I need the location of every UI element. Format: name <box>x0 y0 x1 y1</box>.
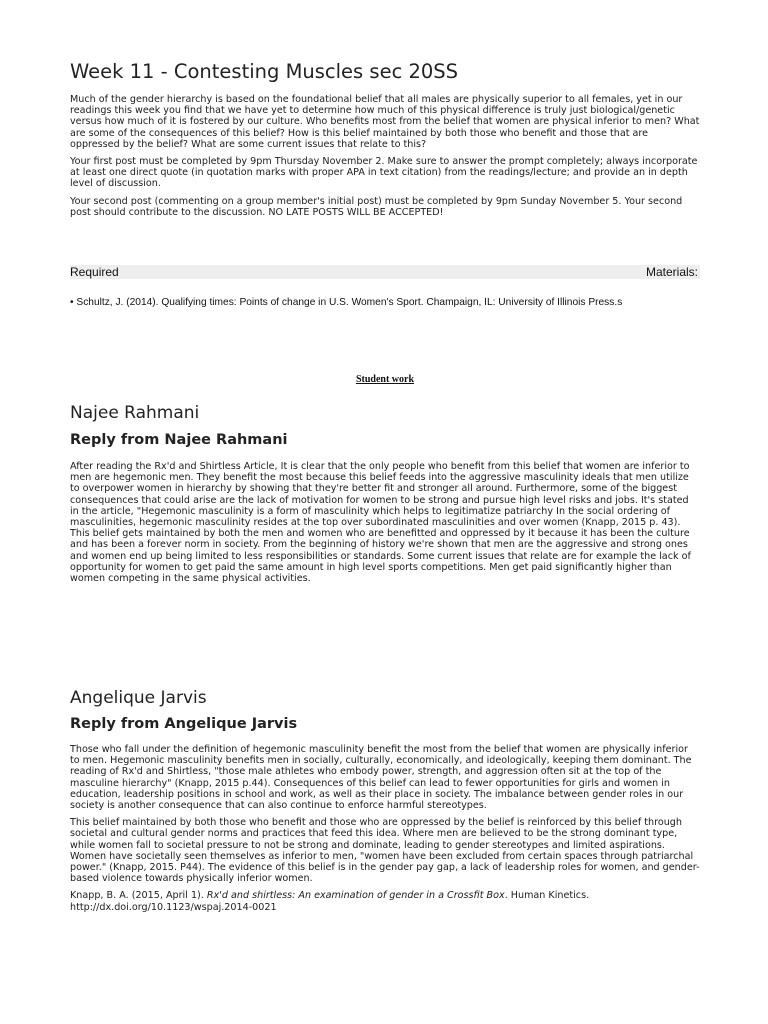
reference-authors: Knapp, B. A. (2015, April 1). <box>70 890 207 902</box>
post-paragraph: Those who fall under the definition of hegemonic masculinity benefit the most from the belief that women are physically inferior to men. Hegemonic masculinity benefits men in socially, culturally, economically, and ideologically, keeping them dominant. The reading of Rx'd and Shirtless, "those male athletes who embody power, strength, and aggression often sit at the top of the masculine hierarchy" (Knapp, 2015 p.44). Consequences of this belief can lead to fewer opportunities for girls and women in education, leadership positions in school and work, as well as their place in society. The imbalance between gender roles in our society is another consequence that can also continue to enforce harmful stereotypes. <box>70 744 692 812</box>
reference-doi-link[interactable]: http://dx.doi.org/10.1123/wspaj.2014-0021 <box>70 901 277 913</box>
post-body <box>70 461 700 590</box>
post-reply-heading: Reply from Angelique Jarvis <box>70 716 298 732</box>
required-label: Required <box>70 265 119 279</box>
post-paragraph: This belief maintained by both those who benefit and those who are oppressed by the belief is reinforced by this belief through societal and cultural gender norms and practices that feed this idea. Where men are believed to be the strong dominant type, while women fall to societal pressure to not be strong and dominate, leading to gender stereotypes and limited aspirations. Women have societally seen themselves as inferior to men, "women have been excluded from certain spaces through patriarchal power." (Knapp, 2015. P44). The evidence of this belief is in the gender pay gap, a lack of leadership roles for women, and gender-based violence towards physically inferior women. <box>70 817 700 885</box>
second-post-deadline: Your second post (commenting on a group member's initial post) must be completed by 9pm Sunday November 5. Your second post should contribute to the discussion. NO LATE POSTS WILL BE ACCEPTED! <box>70 195 683 218</box>
assignment-prompt <box>70 94 700 224</box>
post-author-name: Angelique Jarvis <box>70 688 207 708</box>
post-author-name: Najee Rahmani <box>70 403 200 423</box>
post-body <box>70 744 700 919</box>
materials-label: Materials: <box>645 265 698 279</box>
student-work-heading: Student work <box>355 374 415 385</box>
page-title: Week 11 - Contesting Muscles sec 20SS <box>70 60 459 83</box>
required-reading-citation: • Schultz, J. (2014). Qualifying times: Points of change in U.S. Women's Sport. Champaign, IL: University of Illinois Press.s <box>70 297 623 308</box>
post-reference <box>70 890 700 912</box>
post-paragraph: After reading the Rx'd and Shirtless Article, It is clear that the only people who benefit from this belief that women are inferior to men are hegemonic men. They benefit the most because this belief feeds into the aggressive masculinity ideals that men utilize to overpower women in hierarchy by showing that they're better fit and stronger all around. Furthermore, some of the biggest consequences that could arise are the lack of motivation for women to be strong and pursue high level risks and jobs. It's stated in the article, "Hegemonic masculinity is a form of masculinity which helps to legitimatize patriarchy In the social ordering of masculinities, hegemonic masculinity resides at the top over subordinated masculinities and over women (Knapp, 2015 p. 43). This belief gets maintained by both the men and women who are benefitted and oppressed by it because it has been the culture and has been a forever norm in society. From the beginning of history we're shown that men are the aggressive and strong ones and women end up being limited to less responsibilities or standards. Some current issues that relate are for example the lack of opportunity for women to get paid the same amount in high level sports competitions. Men get paid significantly higher than women competing in the same physical activities. <box>70 461 691 585</box>
reference-publisher: . Human Kinetics. <box>504 890 590 902</box>
prompt-paragraph: Much of the gender hierarchy is based on the foundational belief that all males are physically superior to all females, yet in our readings this week you find that we have yet to determine how much of this physical difference is truly just biological/genetic versus how much of it is fostered by our culture. Who benefits most from the belief that women are physical inferior to men? What are some of the consequences of this belief? How is this belief maintained by both those who benefit and those that are oppressed by the belief? What are some current issues that relate to this? <box>70 94 700 150</box>
post-reply-heading: Reply from Najee Rahmani <box>70 432 288 448</box>
first-post-deadline: Your first post must be completed by 9pm Thursday November 2. Make sure to answer the prompt completely; always incorporate at least one direct quote (in quotation marks with proper APA in text citation) from the readings/lecture; and provide an in depth level of discussion. <box>70 156 698 190</box>
reference-title: Rx'd and shirtless: An examination of gender in a Crossfit Box <box>206 890 505 902</box>
required-materials-bar <box>70 265 700 279</box>
